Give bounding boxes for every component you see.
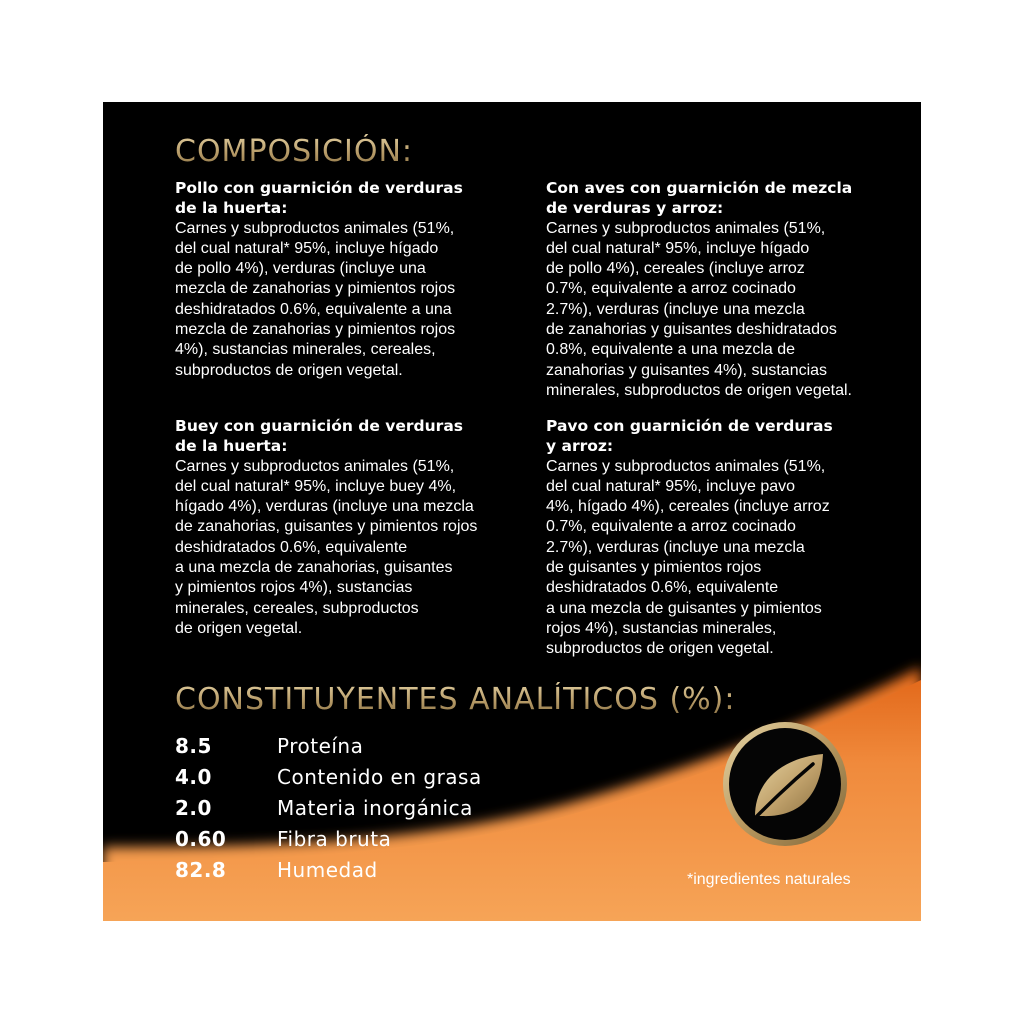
recipe-title: Pavo con guarnición de verduras y arroz: [546, 417, 833, 456]
analytics-label: Contenido en grasa [277, 765, 482, 789]
recipe-ingredients: Carnes y subproductos animales (51%, del cual natural* 95%, incluye pavo 4%, hígado 4%), cereales (incluye arroz 0.7%, equivalente a arroz cocinado 2.7%), verduras (incluye una mezcla de guisantes y pimientos rojos deshidratados 0.6%, equivalente a una mezcla de guisantes y pimientos rojos 4%), sustancias minerales, subproductos de origen vegetal. [546, 457, 830, 658]
analytics-value: 8.5 [175, 734, 212, 758]
footnote: *ingredientes naturales [687, 871, 851, 888]
analytics-value: 82.8 [175, 858, 227, 882]
analytics-value: 2.0 [175, 796, 212, 820]
recipe-pollo [175, 178, 520, 381]
recipe-ingredients: Carnes y subproductos animales (51%, del cual natural* 95%, incluye buey 4%, hígado 4%), verduras (incluye una mezcla de zanahorias, guisantes y pimientos rojos deshidratados 0.6%, equivalente a una mezcla de zanahorias, guisantes y pimientos rojos 4%), sustancias minerales, cereales, subproductos de origen vegetal. [175, 457, 478, 637]
analytics-label: Materia inorgánica [277, 796, 473, 820]
analytics-row [175, 824, 482, 855]
recipe-title: Pollo con guarnición de verduras de la huerta: [175, 179, 463, 218]
recipe-ingredients: Carnes y subproductos animales (51%, del cual natural* 95%, incluye hígado de pollo 4%), verduras (incluye una mezcla de zanahorias y pimientos rojos deshidratados 0.6%, equivalente a una mezcla de zanahorias y pimientos rojos 4%), sustancias minerales, cereales, subproductos de origen vegetal. [175, 219, 456, 379]
analytics-heading: CONSTITUYENTES ANALÍTICOS (%): [175, 682, 736, 717]
analytics-label: Fibra bruta [277, 827, 392, 851]
leaf-badge [721, 720, 849, 848]
analytics-row [175, 731, 482, 762]
analytics-list [175, 731, 482, 886]
composition-panel [103, 102, 921, 921]
analytics-row [175, 762, 482, 793]
recipe-title: Con aves con guarnición de mezcla de verduras y arroz: [546, 179, 853, 218]
recipe-ingredients: Carnes y subproductos animales (51%, del cual natural* 95%, incluye hígado de pollo 4%), cereales (incluye arroz 0.7%, equivalente a arroz cocinado 2.7%), verduras (incluye una mezcla de zanahorias y guisantes deshidratados 0.8%, equivalente a una mezcla de zanahorias y guisantes 4%), sustancias minerales, subproductos de origen vegetal. [546, 219, 852, 399]
analytics-row [175, 793, 482, 824]
recipe-pavo [546, 416, 891, 660]
analytics-row [175, 855, 482, 886]
analytics-value: 0.60 [175, 827, 227, 851]
recipe-buey [175, 416, 520, 639]
analytics-value: 4.0 [175, 765, 212, 789]
recipe-title: Buey con guarnición de verduras de la huerta: [175, 417, 464, 456]
recipe-aves [546, 178, 891, 401]
analytics-label: Proteína [277, 734, 364, 758]
analytics-label: Humedad [277, 858, 378, 882]
composition-heading: COMPOSICIÓN: [175, 134, 413, 169]
